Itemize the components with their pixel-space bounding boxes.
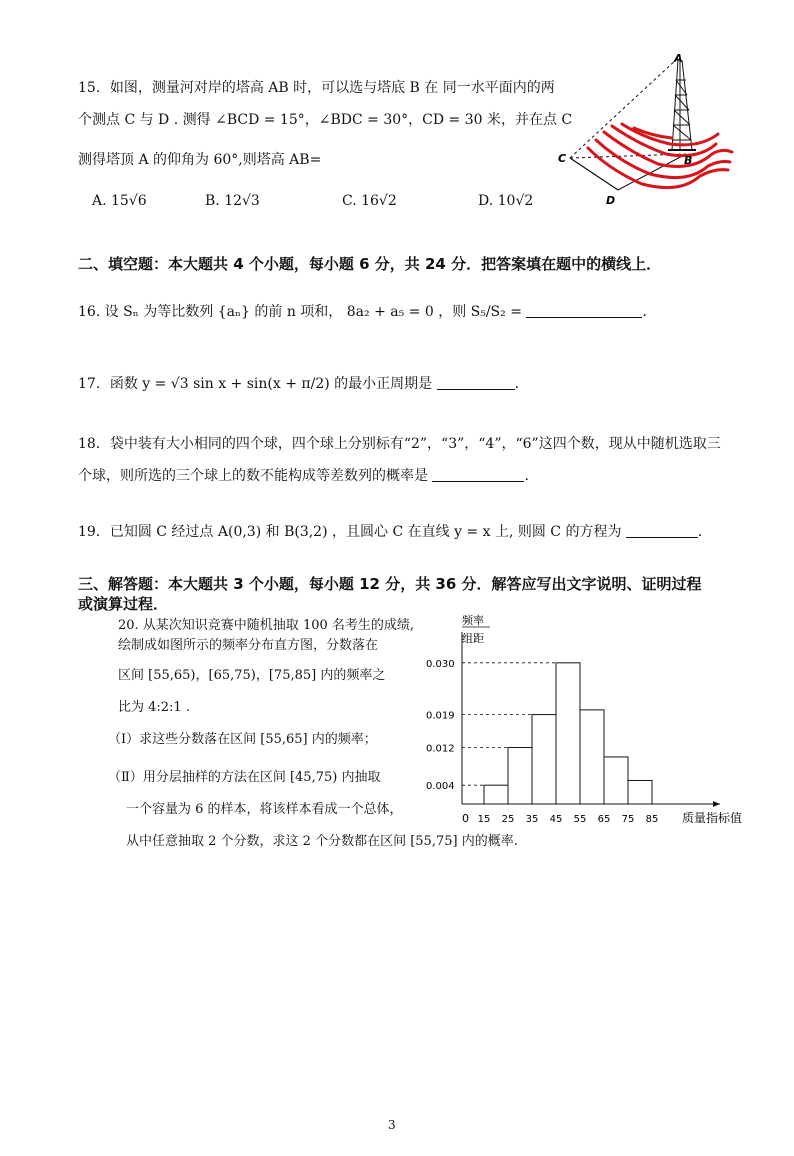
q15-line-3: 测得塔顶 A 的仰角为 60°,则塔高 AB= (78, 152, 322, 168)
x-tick-label: 35 (525, 814, 539, 825)
tower-figure (550, 50, 740, 210)
q16 (78, 302, 647, 322)
q17-answer-blank[interactable] (437, 375, 515, 390)
x-tick-label: 45 (549, 814, 563, 825)
q18-tail: . (524, 468, 529, 484)
q20-part-1: （Ⅰ）求这些分数落在区间 [55,65] 内的频率； (108, 732, 377, 747)
x-tick-label: 65 (597, 814, 611, 825)
y-tick-label: 0.004 (426, 781, 455, 793)
river-icon (588, 124, 732, 188)
histogram-bar (484, 785, 508, 804)
q20-line-4: 比为 4:2:1 . (118, 700, 190, 715)
y-label-top: 频率 (462, 614, 484, 627)
q20-part-2-line-3: 从中任意抽取 2 个分数，求这 2 个分数都在区间 [55,75] 内的概率. (126, 834, 518, 849)
q20-part-2-line-1: （Ⅱ）用分层抽样的方法在区间 [45,75) 内抽取 (108, 770, 381, 785)
histogram-bar (604, 757, 628, 804)
label-a: A (674, 52, 683, 65)
q15-option-c: C. 16√2 (342, 193, 397, 209)
section-3-heading-line-2: 或演算过程． (78, 595, 169, 613)
q20-part-2-line-2: 一个容量为 6 的样本，将该样本看成一个总体， (126, 802, 403, 817)
q17-tail: . (514, 376, 520, 392)
x-tick-label: 55 (573, 814, 587, 825)
q19-answer-blank[interactable] (626, 523, 698, 538)
x-axis-arrow-icon (713, 801, 720, 807)
q19 (78, 522, 702, 542)
origin-label: 0 (462, 812, 469, 825)
histogram-bar (580, 710, 604, 804)
q19-text: 19．已知圆 C 经过点 A(0,3) 和 B(3,2) ，且圆心 C 在直线 y = x 上, 则圆 C 的方程为 (78, 524, 622, 540)
page-number: 3 (388, 1118, 396, 1132)
q15-option-a: A. 15√6 (92, 193, 147, 209)
x-tick-label: 85 (645, 814, 659, 825)
q17 (78, 374, 519, 394)
x-tick-label: 75 (621, 814, 635, 825)
x-tick-label: 15 (477, 814, 491, 825)
label-b: B (684, 154, 693, 167)
q19-tail: . (697, 524, 703, 540)
label-c: C (558, 152, 567, 165)
x-axis-label: 质量指标值 (682, 811, 743, 825)
line-cd (570, 158, 618, 190)
histogram-bar (556, 663, 580, 804)
label-d: D (606, 194, 616, 207)
x-tick-label: 25 (501, 814, 515, 825)
y-tick-label: 0.019 (426, 710, 455, 722)
q20-line-3: 区间 [55,65)，[65,75)，[75,85] 内的频率之 (118, 668, 386, 683)
y-tick-label: 0.030 (426, 658, 455, 670)
y-tick-label: 0.012 (426, 743, 455, 755)
q15-line-2: 个测点 C 与 D . 测得 ∠BCD = 15°，∠BDC = 30°，CD = 30 米，并在点 C (78, 112, 573, 128)
q16-answer-blank[interactable] (526, 303, 642, 318)
q20-line-2: 绘制成如图所示的频率分布直方图，分数落在 (118, 638, 379, 653)
q16-tail: . (642, 304, 647, 320)
histogram-bar (508, 748, 532, 804)
q18-line-1: 18．袋中装有大小相同的四个球，四个球上分别标有“2”，“3”，“4”，“6”这四个数，现从中随机选取三 (78, 436, 721, 452)
q18-answer-blank[interactable] (432, 467, 524, 482)
q15-line-1: 15．如图，测量河对岸的塔高 AB 时，可以选与塔底 B 在 同一水平面内的两 (78, 80, 555, 96)
tower-icon (668, 60, 696, 150)
q15-option-d: D. 10√2 (478, 193, 534, 209)
q15-option-b: B. 12√3 (205, 193, 260, 209)
section-2-heading: 二、填空题：本大题共 4 个小题，每小题 6 分，共 24 分．把答案填在题中的横线上． (78, 255, 662, 273)
section-3-heading-line-1: 三、解答题：本大题共 3 个小题，每小题 12 分，共 36 分．解答应写出文字说明、证明过程 (78, 575, 702, 593)
q18-text: 个球，则所选的三个球上的数不能构成等差数列的概率是 (78, 468, 428, 484)
q20-line-1: 20. 从某次知识竞赛中随机抽取 100 名考生的成绩, (118, 618, 415, 633)
histogram-bar (532, 715, 556, 804)
frequency-histogram (420, 610, 760, 830)
q18-line-2 (78, 466, 529, 486)
line-db (618, 154, 686, 190)
q17-text: 17．函数 y = √3 sin x + sin(x + π/2) 的最小正周期是 (78, 376, 433, 392)
y-label-bottom: 组距 (462, 632, 484, 645)
q16-text: 16. 设 Sₙ 为等比数列 {aₙ} 的前 n 项和， 8a₂ + a₅ = 0 ，则 S₅/S₂ = (78, 304, 522, 320)
histogram-bar (628, 780, 652, 804)
